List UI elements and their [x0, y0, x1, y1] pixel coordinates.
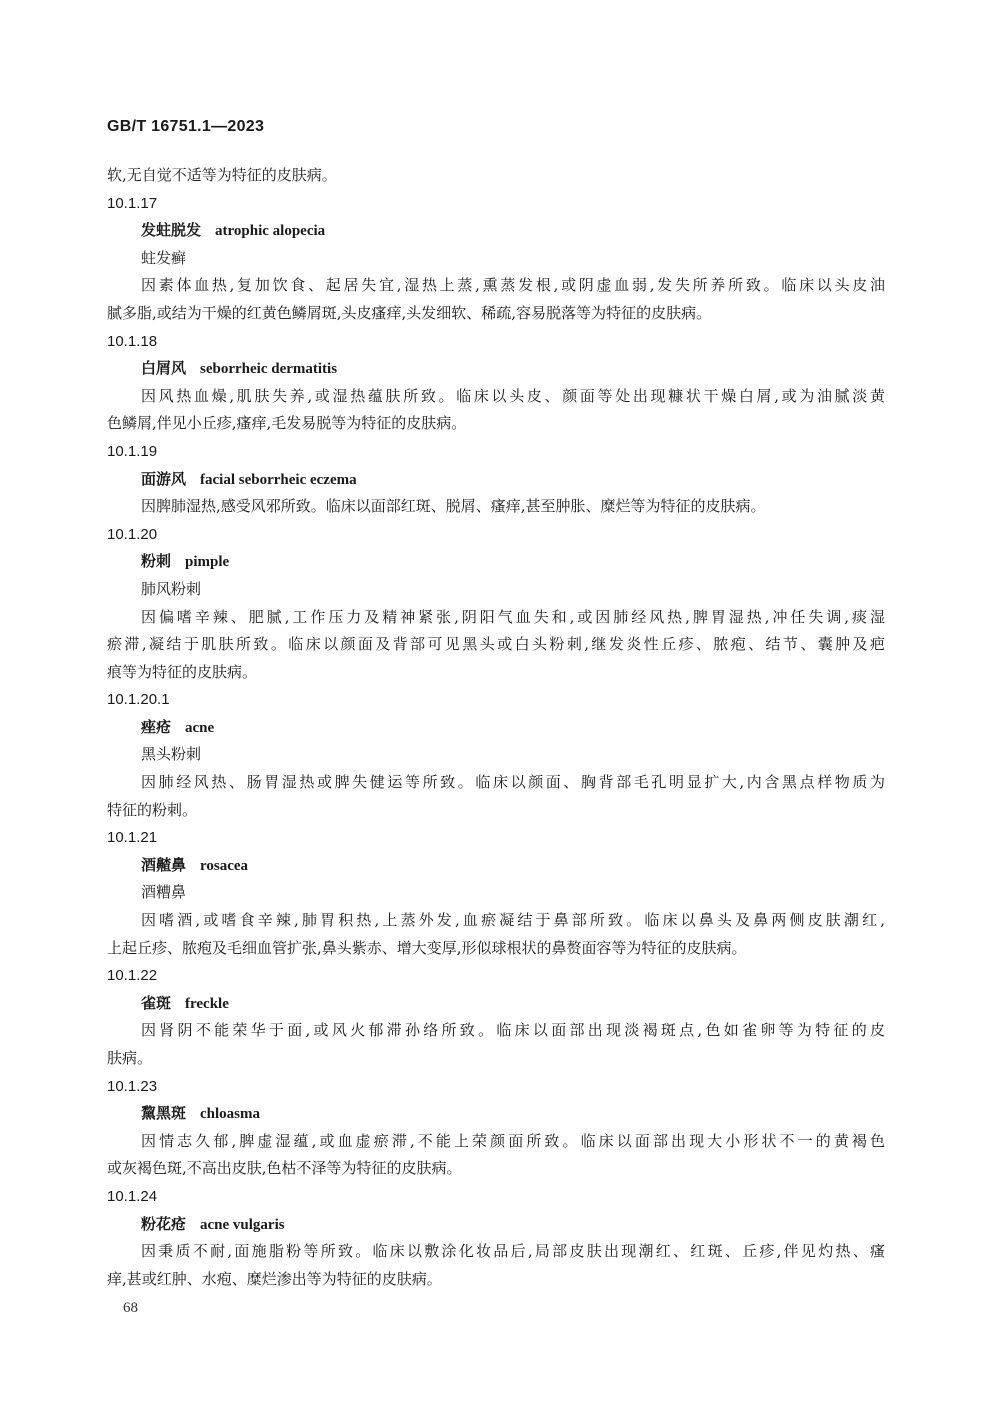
definition-line: 瘀滞,凝结于肌肤所致。临床以颜面及背部可见黑头或白头粉刺,继发炎性丘疹、脓疱、结节、囊肿及疤	[107, 635, 885, 654]
definition-line: 特征的粉刺。	[107, 800, 198, 819]
term-english: acne	[185, 719, 215, 736]
definition-line: 上起丘疹、脓疱及毛细血管扩张,鼻头紫赤、增大变厚,形似球根状的鼻赘面容等为特征的皮肤病。	[107, 938, 747, 957]
entry-number: 10.1.18	[107, 332, 158, 350]
definition-line: 因素体血热,复加饮食、起居失宜,湿热上蒸,熏蒸发根,或阴虚血弱,发失所养所致。临床以头皮油	[141, 276, 885, 295]
definition-line: 腻多脂,或结为干燥的红黄色鳞屑斑,头皮瘙痒,头发细软、稀疏,容易脱落等为特征的皮肤病。	[107, 303, 712, 322]
entry-term-line	[107, 1100, 885, 1128]
definition-line: 肤病。	[107, 1049, 153, 1067]
entry-number: 10.1.21	[107, 829, 158, 847]
term-chinese: 雀斑	[141, 993, 172, 1012]
entry-term-line	[107, 548, 885, 576]
term-synonym: 酒糟鼻	[141, 883, 187, 902]
continuation-text: 软,无自觉不适等为特征的皮肤病。	[107, 166, 337, 184]
term-chinese: 黧黑斑	[141, 1104, 187, 1123]
term-english: rosacea	[200, 857, 249, 874]
term-english: acne vulgaris	[200, 1216, 285, 1233]
definition-line: 因嗜酒,或嗜食辛辣,肺胃积热,上蒸外发,血瘀凝结于鼻部所致。临床以鼻头及鼻两侧皮肤潮红,	[141, 911, 885, 930]
document-body	[107, 162, 885, 1293]
definition-line: 痕等为特征的皮肤病。	[107, 662, 258, 681]
entry-number: 10.1.23	[107, 1077, 158, 1095]
term-english: facial seborrheic eczema	[200, 471, 357, 488]
definition-line: 或灰褐色斑,不高出皮肤,色枯不泽等为特征的皮肤病。	[107, 1159, 462, 1178]
entry-term-line	[107, 466, 885, 494]
definition-line: 因肾阴不能荣华于面,或风火郁滞孙络所致。临床以面部出现淡褐斑点,色如雀卵等为特征的皮	[141, 1021, 885, 1040]
entry-term-line	[107, 1211, 885, 1239]
entry-number: 10.1.20	[107, 525, 158, 543]
definition-line: 因偏嗜辛辣、肥腻,工作压力及精神紧张,阴阳气血失和,或因肺经风热,脾胃湿热,冲任失调,痰湿	[141, 607, 885, 626]
entry-number: 10.1.20.1	[107, 691, 170, 709]
standard-code-header: GB/T 16751.1—2023	[107, 118, 265, 135]
entry-term-line	[107, 990, 885, 1018]
entry-term-line	[107, 355, 885, 383]
page-number: 68	[123, 1300, 138, 1316]
term-english: seborrheic dermatitis	[200, 361, 338, 378]
term-chinese: 痤疮	[141, 717, 172, 736]
entry-number: 10.1.17	[107, 194, 158, 212]
definition-line: 因肺经风热、肠胃湿热或脾失健运等所致。临床以颜面、胸背部毛孔明显扩大,内含黑点样物质为	[141, 773, 885, 792]
term-english: freckle	[185, 995, 229, 1012]
term-chinese: 粉花疮	[141, 1214, 187, 1233]
entry-term-line	[107, 714, 885, 742]
entry-term-line	[107, 852, 885, 880]
term-chinese: 发蛀脱发	[141, 221, 202, 240]
term-chinese: 白屑风	[141, 359, 187, 378]
term-chinese: 面游风	[141, 469, 187, 488]
definition-line: 色鳞屑,伴见小丘疹,瘙痒,毛发易脱等为特征的皮肤病。	[107, 414, 467, 433]
term-english: pimple	[185, 554, 230, 571]
entry-number: 10.1.19	[107, 442, 158, 460]
definition-line: 因风热血燥,肌肤失养,或湿热蕴肤所致。临床以头皮、颜面等处出现糠状干燥白屑,或为油腻淡黄	[141, 386, 885, 405]
entry-number: 10.1.22	[107, 967, 158, 985]
term-chinese: 粉刺	[141, 552, 172, 571]
entry-term-line	[107, 217, 885, 245]
term-synonym: 黑头粉刺	[141, 745, 202, 764]
definition-line: 痒,甚或红肿、水疱、糜烂渗出等为特征的皮肤病。	[107, 1269, 442, 1288]
entry-number: 10.1.24	[107, 1187, 158, 1205]
term-english: atrophic alopecia	[215, 223, 326, 240]
definition-line: 因秉质不耐,面施脂粉等所致。临床以敷涂化妆品后,局部皮肤出现潮红、红斑、丘疹,伴见灼热、瘙	[141, 1242, 885, 1261]
definition-line: 因情志久郁,脾虚湿蕴,或血虚瘀滞,不能上荣颜面所致。临床以面部出现大小形状不一的黄褐色	[141, 1131, 885, 1150]
term-synonym: 肺风粉刺	[141, 579, 202, 598]
term-synonym: 蛀发癣	[141, 248, 187, 267]
term-chinese: 酒齄鼻	[141, 855, 187, 874]
term-english: chloasma	[200, 1106, 261, 1123]
definition-line: 因脾肺湿热,感受风邪所致。临床以面部红斑、脱屑、瘙痒,甚至肿胀、糜烂等为特征的皮肤病。	[141, 497, 766, 516]
